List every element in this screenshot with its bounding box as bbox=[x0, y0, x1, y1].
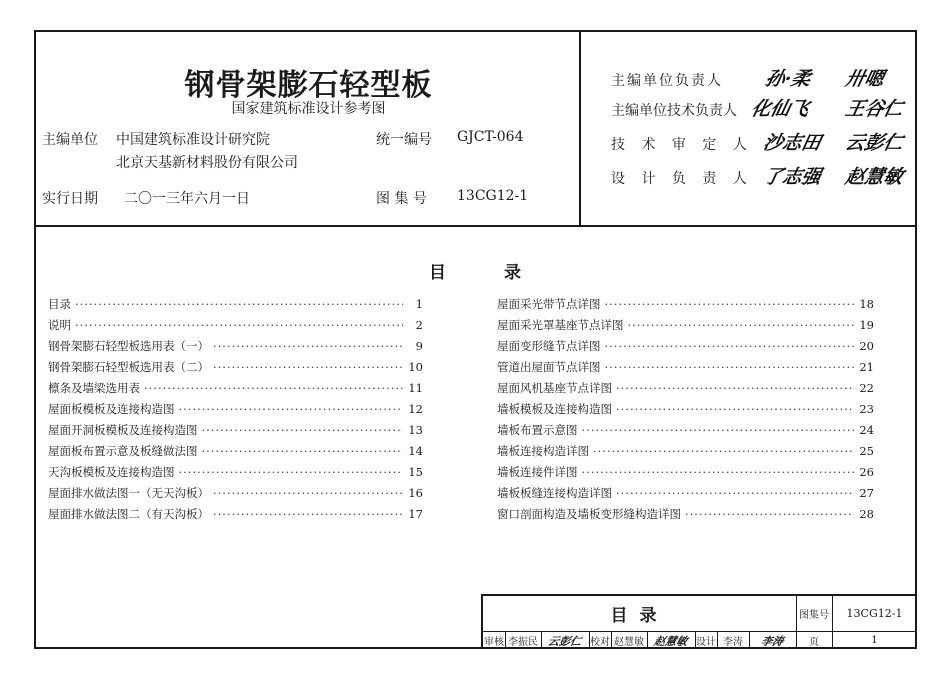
toc-entry[interactable] bbox=[48, 380, 423, 401]
title-block-title: 目录 bbox=[610, 606, 669, 626]
toc-page: 23 bbox=[859, 402, 874, 416]
effective-date: 二〇一三年六月一日 bbox=[124, 191, 250, 207]
toc-label: 钢骨架膨石轻型板选用表（二） bbox=[48, 360, 209, 374]
drawing-frame bbox=[34, 30, 917, 649]
toc-page: 20 bbox=[859, 339, 874, 353]
toc-label: 屋面板布置示意及板缝做法图 bbox=[48, 444, 198, 458]
dot-leader bbox=[582, 423, 855, 437]
header-info bbox=[36, 32, 581, 225]
dot-leader bbox=[605, 339, 855, 353]
toc-page: 22 bbox=[859, 381, 874, 395]
toc-entry[interactable] bbox=[497, 443, 874, 464]
toc-label: 墙板布置示意图 bbox=[497, 423, 578, 437]
resp-role-3: 技 术 审 定 人 bbox=[611, 137, 753, 153]
signature: 卅嗯 bbox=[843, 68, 887, 90]
atlas-subtitle: 国家建筑标准设计参考图 bbox=[231, 101, 386, 117]
dot-leader bbox=[605, 360, 855, 374]
toc-entry[interactable] bbox=[497, 380, 874, 401]
toc-entry[interactable] bbox=[48, 422, 423, 443]
toc-label: 钢骨架膨石轻型板选用表（一） bbox=[48, 339, 209, 353]
signature: 赵慧敏 bbox=[653, 634, 689, 648]
checker-name: 赵慧敏 bbox=[614, 637, 644, 648]
toc-entry[interactable] bbox=[48, 485, 423, 506]
signature: 孙·柔 bbox=[763, 68, 813, 90]
toc-heading-right: 录 bbox=[504, 263, 521, 283]
toc-label: 墙板连接件详图 bbox=[497, 465, 578, 479]
resp-role-4: 设 计 负 责 人 bbox=[611, 171, 753, 187]
toc-label: 屋面风机基座节点详图 bbox=[497, 381, 612, 395]
toc-label: 墙板连接构造详图 bbox=[497, 444, 589, 458]
signature: 赵慧敏 bbox=[843, 166, 906, 188]
toc-entry[interactable] bbox=[48, 464, 423, 485]
signature: 沙志田 bbox=[761, 132, 824, 154]
toc-label: 屋面采光带节点详图 bbox=[497, 297, 601, 311]
toc-page: 15 bbox=[408, 465, 423, 479]
toc-page: 24 bbox=[859, 423, 874, 437]
dot-leader bbox=[213, 486, 403, 500]
toc-label: 管道出屋面节点详图 bbox=[497, 360, 601, 374]
toc-page: 26 bbox=[859, 465, 874, 479]
dot-leader bbox=[75, 297, 403, 311]
toc-page: 11 bbox=[408, 381, 423, 395]
toc-entry[interactable] bbox=[497, 296, 874, 317]
divider bbox=[717, 632, 718, 649]
toc-entry[interactable] bbox=[48, 443, 423, 464]
toc-entry[interactable] bbox=[48, 401, 423, 422]
editor-label: 主编单位 bbox=[42, 132, 98, 148]
dot-leader bbox=[593, 444, 854, 458]
atlas-no: 13CG12-1 bbox=[457, 188, 529, 204]
toc-page: 25 bbox=[859, 444, 874, 458]
toc-label: 墙板模板及连接构造图 bbox=[497, 402, 612, 416]
toc-page: 12 bbox=[408, 402, 423, 416]
toc-right-column bbox=[497, 296, 874, 527]
dot-leader bbox=[616, 402, 854, 416]
dot-leader bbox=[582, 465, 855, 479]
dot-leader bbox=[213, 339, 403, 353]
toc-label: 屋面开洞板模板及连接构造图 bbox=[48, 423, 198, 437]
signature: 了志强 bbox=[761, 166, 824, 188]
dot-leader bbox=[616, 381, 854, 395]
toc-label: 屋面排水做法图二（有天沟板） bbox=[48, 507, 209, 521]
editor-line1: 中国建筑标准设计研究院 bbox=[116, 132, 270, 148]
title-block bbox=[481, 594, 917, 649]
toc-entry[interactable] bbox=[497, 317, 874, 338]
toc-label: 窗口剖面构造及墙板变形缝构造详图 bbox=[497, 507, 681, 521]
dot-leader bbox=[213, 507, 403, 521]
page-label: 页 bbox=[809, 637, 819, 648]
atlas-title: 钢骨架膨石轻型板 bbox=[184, 68, 433, 103]
designer-name: 李涛 bbox=[723, 637, 743, 648]
divider bbox=[695, 632, 696, 649]
toc-entry[interactable] bbox=[48, 296, 423, 317]
resp-role-2: 主编单位技术负责人 bbox=[611, 103, 737, 119]
toc-page: 13 bbox=[408, 423, 423, 437]
toc-page: 21 bbox=[859, 360, 874, 374]
atlas-no-label: 图 集 号 bbox=[376, 191, 427, 207]
toc-page: 28 bbox=[859, 507, 874, 521]
dot-leader bbox=[75, 318, 403, 332]
toc-entry[interactable] bbox=[497, 485, 874, 506]
reviewer-name: 李振民 bbox=[508, 637, 538, 648]
toc-page: 17 bbox=[408, 507, 423, 521]
toc-page: 19 bbox=[859, 318, 874, 332]
toc-label: 目录 bbox=[48, 297, 71, 311]
toc-heading-left: 目 bbox=[429, 263, 446, 283]
dot-leader bbox=[144, 381, 403, 395]
toc-label: 墙板板缝连接构造详图 bbox=[497, 486, 612, 500]
toc-entry[interactable] bbox=[497, 422, 874, 443]
effective-label: 实行日期 bbox=[42, 191, 98, 207]
divider bbox=[749, 632, 750, 649]
toc-label: 屋面采光罩基座节点详图 bbox=[497, 318, 624, 332]
toc-label: 天沟板模板及连接构造图 bbox=[48, 465, 175, 479]
toc-entry[interactable] bbox=[497, 506, 874, 527]
dot-leader bbox=[605, 297, 855, 311]
toc-page: 10 bbox=[408, 360, 423, 374]
dot-leader bbox=[202, 444, 404, 458]
toc-page: 1 bbox=[415, 297, 423, 311]
toc-entry[interactable] bbox=[48, 506, 423, 527]
toc-page: 27 bbox=[859, 486, 874, 500]
toc-page: 14 bbox=[408, 444, 423, 458]
dot-leader bbox=[202, 423, 404, 437]
dot-leader bbox=[685, 507, 854, 521]
toc-label: 檩条及墙梁选用表 bbox=[48, 381, 140, 395]
toc-page: 16 bbox=[408, 486, 423, 500]
unified-no: GJCT-064 bbox=[457, 129, 524, 145]
dot-leader bbox=[628, 318, 855, 332]
dot-leader bbox=[213, 360, 403, 374]
signature: 化仙飞 bbox=[749, 98, 812, 120]
toc-label: 说明 bbox=[48, 318, 71, 332]
header bbox=[36, 32, 915, 227]
dot-leader bbox=[179, 402, 404, 416]
toc-page: 9 bbox=[415, 339, 423, 353]
dot-leader bbox=[179, 465, 404, 479]
toc-entry[interactable] bbox=[48, 317, 423, 338]
unified-no-label: 统一编号 bbox=[376, 132, 432, 148]
dot-leader bbox=[616, 486, 854, 500]
page-number: 1 bbox=[871, 635, 878, 646]
signature: 李涛 bbox=[760, 634, 785, 648]
resp-role-1: 主编单位负责人 bbox=[611, 73, 723, 89]
review-label: 审核 bbox=[484, 637, 504, 648]
toc-entry[interactable] bbox=[497, 338, 874, 359]
divider bbox=[611, 632, 612, 649]
toc-label: 屋面排水做法图一（无天沟板） bbox=[48, 486, 209, 500]
divider bbox=[541, 632, 542, 649]
signature: 云彭仁 bbox=[843, 132, 906, 154]
toc-left-column bbox=[48, 296, 423, 527]
toc-page: 18 bbox=[859, 297, 874, 311]
check-label: 校对 bbox=[590, 637, 610, 648]
divider bbox=[505, 632, 506, 649]
design-label: 设计 bbox=[696, 637, 716, 648]
atlas-no-label: 图集号 bbox=[799, 610, 829, 621]
toc-entry[interactable] bbox=[497, 401, 874, 422]
toc-label: 屋面变形缝节点详图 bbox=[497, 339, 601, 353]
divider bbox=[589, 632, 590, 649]
divider bbox=[647, 632, 648, 649]
atlas-no: 13CG12-1 bbox=[846, 607, 903, 620]
toc-page: 2 bbox=[415, 318, 423, 332]
toc-entry[interactable] bbox=[497, 464, 874, 485]
toc-label: 屋面板模板及连接构造图 bbox=[48, 402, 175, 416]
toc-entry[interactable] bbox=[497, 359, 874, 380]
toc-entry[interactable] bbox=[48, 359, 423, 380]
signature: 云彭仁 bbox=[547, 634, 583, 648]
toc-entry[interactable] bbox=[48, 338, 423, 359]
editor-line2: 北京天基新材料股份有限公司 bbox=[116, 155, 298, 171]
signature: 王谷仁 bbox=[843, 98, 906, 120]
